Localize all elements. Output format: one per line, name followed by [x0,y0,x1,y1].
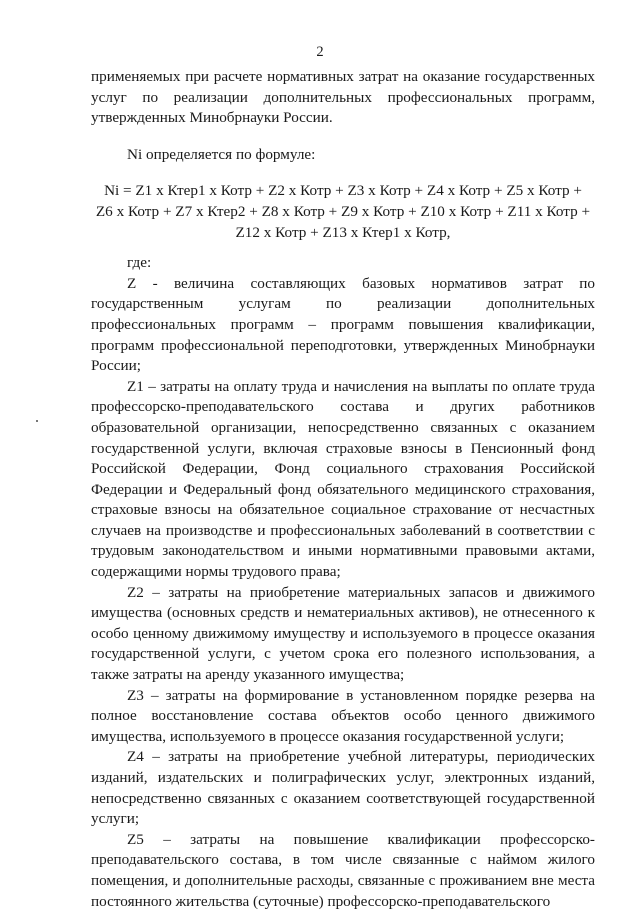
definition-z3: Z3 – затраты на формирование в установленном порядке резерва на полное восстановление состава объектов особо ценного движимого имущества, используемого в процессе оказания государственной услуги; [91,686,595,745]
definition-z: Z - величина составляющих базовых нормативов затрат по государственным услугам по реализации дополнительных профессиональных программ – программ повышения квалификации, программ профессиональной переподготовки, утвержденных Минобрнауки России; [91,274,595,375]
definition-z1: Z1 – затраты на оплату труда и начисления на выплаты по оплате труда профессорско-преподавательского состава и других работников образовательной организации, непосредственно связанных с оказанием государственной услуги, включая страховые взносы в Пенсионный фонд Российской Федерации, Фонд социального страхования Российской Федерации и Федеральный фонд обязательного медицинского страхования, страховые взносы на обязательное социальное страхование от несчастных случаев на производстве и профессиональных заболеваний в соответствии с трудовым законодательством и иными нормативными правовыми актами, содержащими нормы трудового права; [91,377,595,581]
definition-z4: Z4 – затраты на приобретение учебной литературы, периодических изданий, издательских и полиграфических услуг, электронных изданий, непосредственно связанных с оказанием соответствующей государственной услуги; [91,748,595,828]
formula-line-2: Z6 x Котр + Z7 x Ктер2 + Z8 x Котр + Z9 x Котр + Z10 x Котр + Z11 x Котр + [95,202,591,220]
margin-mark [36,420,38,422]
page-number: 2 [316,44,324,60]
definition-z5: Z5 – затраты на повышение квалификации профессорско-преподавательского состава, в том числе связанные с наймом жилого помещения, и дополнительные расходы, связанные с проживанием вне места постоянного жительства (суточные) профессорско-преподавательского [91,830,595,910]
formula-intro: Ni определяется по формуле: [127,145,316,163]
formula [91,181,595,243]
formula-line-3: Z12 x Котр + Z13 x Ктер1 x Котр, [235,223,451,241]
intro-paragraph: применяемых при расчете нормативных затрат на оказание государственных услуг по реализации дополнительных профессиональных программ, утвержденных Минобрнауки России. [91,68,595,127]
document-body [91,67,595,912]
where-label: где: [127,254,152,272]
definition-z2: Z2 – затраты на приобретение материальных запасов и движимого имущества (основных средств и нематериальных активов), не отнесенного к особо ценному движимому имуществу и используемого в процессе оказания государственной услуги, с учетом срока его полезного использования, а также затраты на аренду указанного имущества; [91,583,595,684]
formula-line-1: Ni = Z1 x Ктер1 x Котр + Z2 x Котр + Z3 x Котр + Z4 x Котр + Z5 x Котр + [104,182,582,200]
